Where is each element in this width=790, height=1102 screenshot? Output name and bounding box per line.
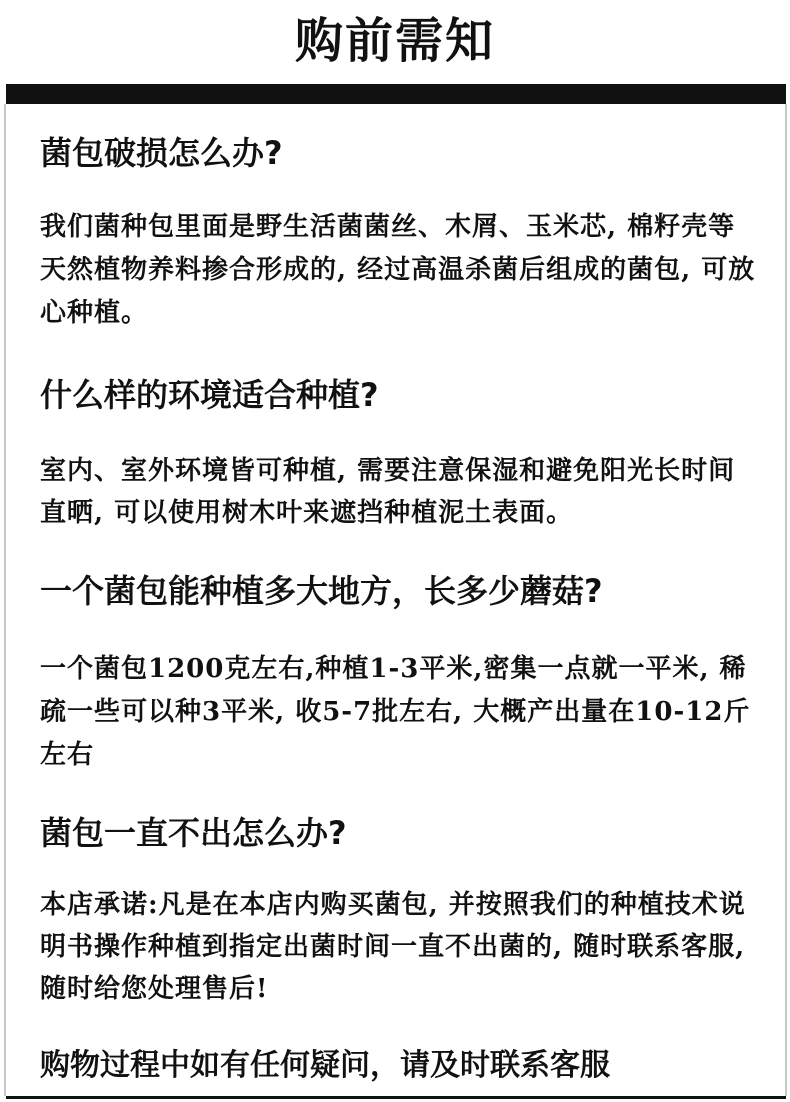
section-heading-damaged-bag: 菌包破损怎么办? (40, 134, 283, 172)
section-heading-area-yield: 一个菌包能种植多大地方，长多少蘑菇? (40, 572, 603, 610)
section-body-environment: 室内、室外环境皆可种植, 需要注意保湿和避免阳光长时间直晒, 可以使用树木叶来遮挡种植泥土表面。 (40, 456, 736, 528)
page-title: 购前需知 (294, 12, 495, 69)
section-body-area-yield: 一个菌包1200克左右,种植1-3平米,密集一点就一平米, 稀疏一些可以种3平米, 收5-7批左右, 大概产出量在10-12斤左右 (40, 654, 751, 770)
title-divider (6, 84, 786, 104)
right-border (785, 104, 787, 1096)
left-border (4, 104, 6, 1096)
section-heading-no-growth: 菌包一直不出怎么办? (40, 814, 347, 852)
section-body-damaged-bag: 我们菌种包里面是野生活菌菌丝、木屑、玉米芯, 棉籽壳等天然植物养料掺合形成的, 经过高温杀菌后组成的菌包, 可放心种植。 (40, 212, 756, 328)
footer-contact-note: 购物过程中如有任何疑问，请及时联系客服 (40, 1048, 610, 1083)
bottom-divider (6, 1096, 786, 1099)
section-heading-environment: 什么样的环境适合种植? (40, 376, 379, 414)
section-body-no-growth: 本店承诺:凡是在本店内购买菌包, 并按照我们的种植技术说明书操作种植到指定出菌时间一直不出菌的, 随时联系客服, 随时给您处理售后! (40, 890, 746, 1004)
